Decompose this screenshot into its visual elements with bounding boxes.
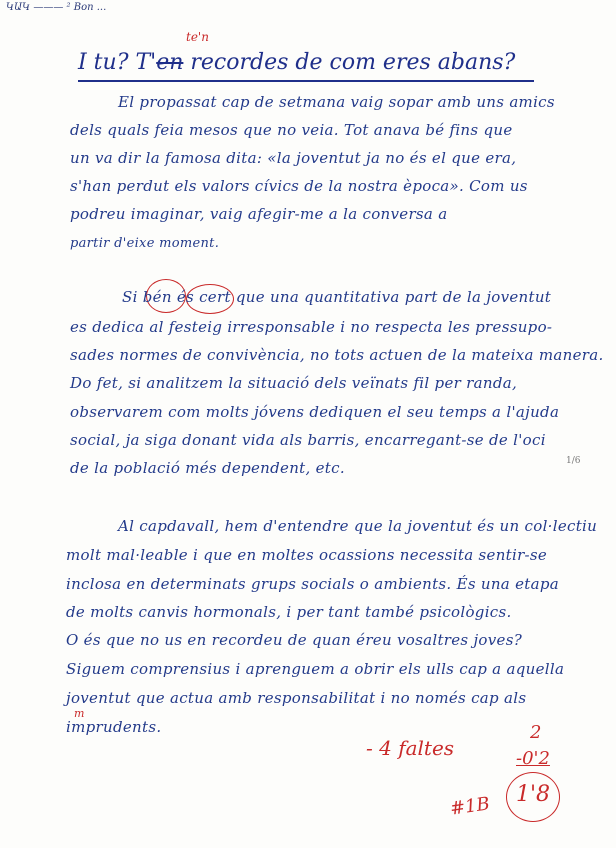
p3-line-6: Siguem comprensius i aprenguem a obrir els ulls cap a aquella xyxy=(66,660,565,678)
p2-line-6: social, ja siga donant vida als barris, encarregant-se de l'oci xyxy=(70,431,546,449)
errors-count: - 4 faltes xyxy=(366,736,455,760)
title-correction: te'n xyxy=(186,30,209,44)
p3-line-4: de molts canvis hormonals, i per tant també psicològics. xyxy=(66,603,512,621)
p1-line-3: un va dir la famosa dita: «la joventut ja no és el que era, xyxy=(70,149,517,167)
p1-line-4: s'han perdut els valors cívics de la nostra època». Com us xyxy=(70,177,528,195)
title-rest: recordes de com eres abans? xyxy=(183,50,516,75)
p3-line-8: imprudents. xyxy=(66,718,162,736)
title-prefix: I tu? T' xyxy=(78,50,157,75)
p3-line-5: O és que no us en recordeu de quan éreu vosaltres joves? xyxy=(66,631,523,649)
score-top: 2 xyxy=(530,722,542,743)
score-minus: -0'2 xyxy=(516,748,550,769)
p1-line-5: podreu imaginar, vaig afegir-me a la conversa a xyxy=(70,205,448,223)
p2-line-2: es dedica al festeig irresponsable i no respecta les pressupo- xyxy=(70,318,553,336)
p3-line-2: molt mal·leable i que en moltes ocassions necessita sentir-se xyxy=(66,546,548,564)
header-scribble: ԿԱԿ ——— ² Bon ... xyxy=(6,2,107,13)
p3-line-7: joventut que actua amb responsabilitat i no només cap als xyxy=(66,689,527,707)
p2-line-7: de la població més dependent, etc. xyxy=(70,459,345,477)
p1-line-6: partir d'eixe moment. xyxy=(70,236,220,251)
grader-initials: #1B xyxy=(448,793,492,820)
title-struck-word: en xyxy=(156,50,184,75)
p1-line-2: dels quals feia mesos que no veia. Tot anava bé fins que xyxy=(70,121,513,139)
p3-line-1: Al capdavall, hem d'entendre que la joventut és un col·lectiu xyxy=(118,517,598,535)
p2-line-5: observarem com molts jóvens dediquen el seu temps a l'ajuda xyxy=(70,403,560,421)
p2-line-1: Si bén és cert que una quantitativa part de la joventut xyxy=(122,288,552,306)
p2-line-4: Do fet, si analitzem la situació dels veïnats fil per randa, xyxy=(70,374,518,392)
m-correction: m xyxy=(74,707,85,720)
margin-mark: 1/6 xyxy=(566,456,581,466)
p2-line-3: sades normes de convivència, no tots actuen de la mateixa manera. xyxy=(70,346,604,364)
p1-line-1: El propassat cap de setmana vaig sopar amb uns amics xyxy=(118,93,555,111)
essay-title xyxy=(78,50,515,75)
p3-line-3: inclosa en determinats grups socials o ambients. És una etapa xyxy=(66,575,560,593)
score-final: 1'8 xyxy=(516,782,551,807)
title-underline xyxy=(78,80,534,82)
